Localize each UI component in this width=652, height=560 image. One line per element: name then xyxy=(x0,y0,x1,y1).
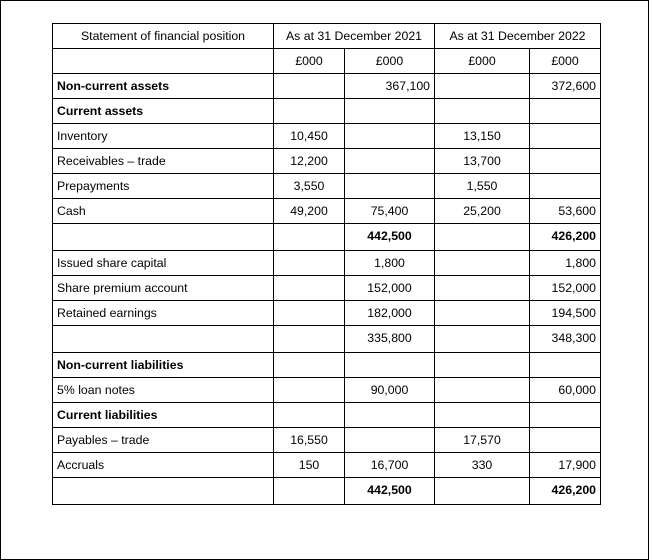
table-row xyxy=(53,174,601,199)
row-label: Non-current assets xyxy=(53,74,274,99)
statement-of-financial-position-table xyxy=(52,23,601,505)
table-row xyxy=(53,403,601,428)
equity-subtotal-row xyxy=(53,326,601,353)
cell-2021-total xyxy=(345,124,435,149)
row-label: 5% loan notes xyxy=(53,378,274,403)
cell-2022-total: 60,000 xyxy=(530,378,601,403)
cell-2022-total xyxy=(530,428,601,453)
cell-2021-sub xyxy=(274,224,345,251)
table-row xyxy=(53,149,601,174)
row-label: Share premium account xyxy=(53,276,274,301)
cell-2022-sub: 13,150 xyxy=(435,124,530,149)
cell-2021-sub: 10,450 xyxy=(274,124,345,149)
cell-2021-sub xyxy=(274,378,345,403)
cell-2022-total: 152,000 xyxy=(530,276,601,301)
cell-2022-total xyxy=(530,99,601,124)
cell-2022-sub xyxy=(435,353,530,378)
cell-2021-sub xyxy=(274,276,345,301)
cell-2022-sub xyxy=(435,99,530,124)
row-label: Accruals xyxy=(53,453,274,478)
cell-2021-total: 152,000 xyxy=(345,276,435,301)
cell-2022-sub xyxy=(435,403,530,428)
cell-2022-sub xyxy=(435,301,530,326)
total-equity-liabilities-row xyxy=(53,478,601,505)
row-label: Retained earnings xyxy=(53,301,274,326)
total-assets-2021: 442,500 xyxy=(345,224,435,251)
cell-2021-sub: 150 xyxy=(274,453,345,478)
cell-2022-total: 1,800 xyxy=(530,251,601,276)
cell-2022-sub: 25,200 xyxy=(435,199,530,224)
units-row xyxy=(53,49,601,74)
cell-2021-total xyxy=(345,99,435,124)
cell-2022-sub: 1,550 xyxy=(435,174,530,199)
table-row xyxy=(53,74,601,99)
cell-2021-total: 1,800 xyxy=(345,251,435,276)
cell-2021-sub xyxy=(274,403,345,428)
cell-2022-sub xyxy=(435,74,530,99)
row-label: Current liabilities xyxy=(53,403,274,428)
cell-2021-total: 16,700 xyxy=(345,453,435,478)
row-label: Non-current liabilities xyxy=(53,353,274,378)
cell-2022-sub xyxy=(435,378,530,403)
total-equity-liabilities-2022: 426,200 xyxy=(530,478,601,505)
row-label: Inventory xyxy=(53,124,274,149)
cell-2021-total: 182,000 xyxy=(345,301,435,326)
table-row xyxy=(53,453,601,478)
cell-2022-sub xyxy=(435,224,530,251)
row-label: Prepayments xyxy=(53,174,274,199)
table-row xyxy=(53,378,601,403)
cell-2021-total: 90,000 xyxy=(345,378,435,403)
row-label: Cash xyxy=(53,199,274,224)
total-equity-liabilities-2021: 442,500 xyxy=(345,478,435,505)
row-label: Current assets xyxy=(53,99,274,124)
table-row xyxy=(53,353,601,378)
cell-2022-sub: 17,570 xyxy=(435,428,530,453)
table-row xyxy=(53,251,601,276)
cell-2021-sub: 16,550 xyxy=(274,428,345,453)
cell-2021-total xyxy=(345,353,435,378)
row-label xyxy=(53,478,274,505)
cell-2022-total xyxy=(530,174,601,199)
equity-total-2022: 348,300 xyxy=(530,326,601,353)
cell-2021-sub: 49,200 xyxy=(274,199,345,224)
cell-2021-sub: 3,550 xyxy=(274,174,345,199)
unit-cell: £000 xyxy=(435,49,530,74)
row-label: Receivables – trade xyxy=(53,149,274,174)
total-assets-row xyxy=(53,224,601,251)
equity-total-2021: 335,800 xyxy=(345,326,435,353)
cell-2021-total xyxy=(345,149,435,174)
cell-2021-total xyxy=(345,403,435,428)
cell-2022-total: 17,900 xyxy=(530,453,601,478)
cell-2022-total: 194,500 xyxy=(530,301,601,326)
cell-2021-sub xyxy=(274,478,345,505)
cell-2022-total xyxy=(530,403,601,428)
total-assets-2022: 426,200 xyxy=(530,224,601,251)
unit-cell: £000 xyxy=(530,49,601,74)
cell-2022-total: 53,600 xyxy=(530,199,601,224)
cell-2021-sub xyxy=(274,326,345,353)
cell-2021-sub xyxy=(274,251,345,276)
period-2021-header: As at 31 December 2021 xyxy=(274,24,435,49)
cell-2022-sub xyxy=(435,251,530,276)
unit-cell: £000 xyxy=(274,49,345,74)
cell-2021-total: 367,100 xyxy=(345,74,435,99)
row-label xyxy=(53,224,274,251)
cell-2021-total: 75,400 xyxy=(345,199,435,224)
units-row-label xyxy=(53,49,274,74)
table-row xyxy=(53,199,601,224)
row-label: Payables – trade xyxy=(53,428,274,453)
cell-2022-sub xyxy=(435,276,530,301)
cell-2021-sub xyxy=(274,353,345,378)
cell-2022-sub: 330 xyxy=(435,453,530,478)
row-label xyxy=(53,326,274,353)
table-title: Statement of financial position xyxy=(53,24,274,49)
cell-2022-sub xyxy=(435,478,530,505)
cell-2022-total xyxy=(530,353,601,378)
unit-cell: £000 xyxy=(345,49,435,74)
table-row xyxy=(53,428,601,453)
period-2022-header: As at 31 December 2022 xyxy=(435,24,601,49)
table-row xyxy=(53,99,601,124)
cell-2021-sub xyxy=(274,301,345,326)
cell-2022-total xyxy=(530,124,601,149)
table-row xyxy=(53,124,601,149)
cell-2021-total xyxy=(345,428,435,453)
header-row xyxy=(53,24,601,49)
cell-2022-total xyxy=(530,149,601,174)
cell-2022-sub: 13,700 xyxy=(435,149,530,174)
cell-2022-total: 372,600 xyxy=(530,74,601,99)
cell-2021-sub xyxy=(274,74,345,99)
table-row xyxy=(53,301,601,326)
row-label: Issued share capital xyxy=(53,251,274,276)
cell-2022-sub xyxy=(435,326,530,353)
cell-2021-sub xyxy=(274,99,345,124)
table-row xyxy=(53,276,601,301)
cell-2021-total xyxy=(345,174,435,199)
cell-2021-sub: 12,200 xyxy=(274,149,345,174)
